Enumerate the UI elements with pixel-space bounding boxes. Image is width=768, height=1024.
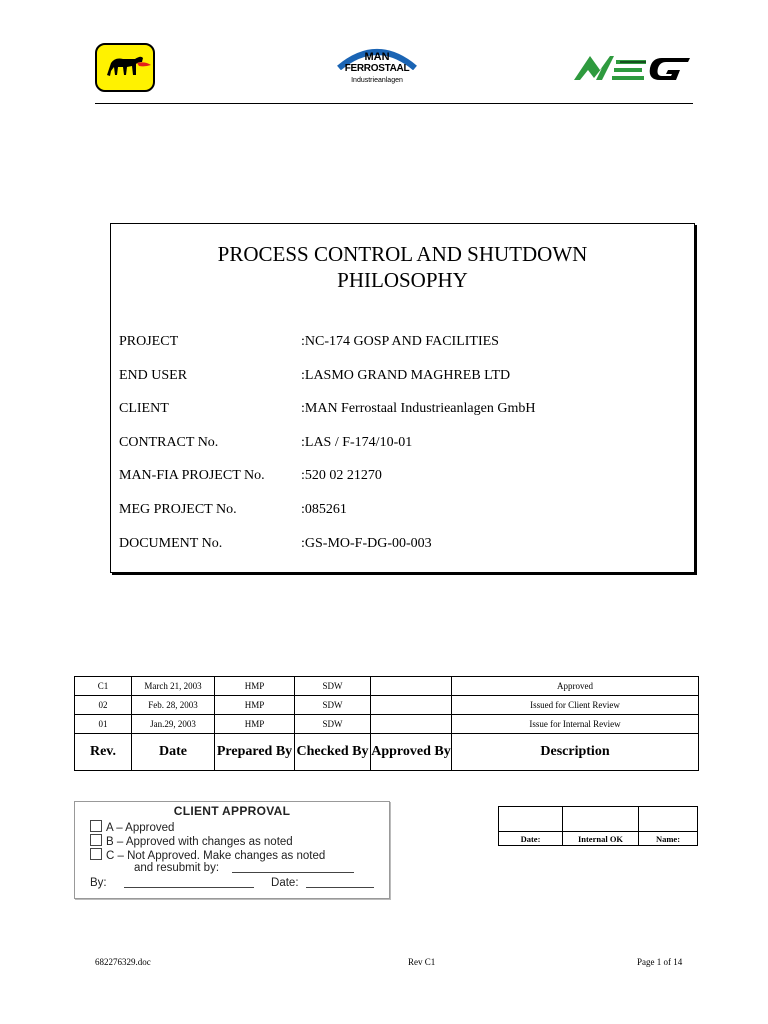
logo-man-line1: MAN bbox=[364, 51, 390, 63]
prepared-cell: HMP bbox=[215, 715, 295, 734]
document-title bbox=[111, 241, 694, 293]
eni-logo bbox=[95, 43, 155, 92]
signoff-blank-row bbox=[499, 807, 698, 832]
rev-cell: C1 bbox=[75, 677, 132, 696]
header-date: Date bbox=[132, 734, 215, 771]
checkbox-a[interactable] bbox=[90, 820, 102, 832]
resubmit-label: and resubmit by: bbox=[134, 862, 220, 874]
meg-icon bbox=[572, 50, 694, 88]
date-label: Date: bbox=[271, 877, 299, 889]
resubmit-date-field[interactable] bbox=[232, 862, 354, 873]
checkbox-b[interactable] bbox=[90, 834, 102, 846]
title-box bbox=[110, 223, 695, 573]
signoff-date-value[interactable] bbox=[499, 807, 563, 832]
approved-cell bbox=[371, 715, 452, 734]
signoff-internal-value[interactable] bbox=[563, 807, 639, 832]
footer-page-number: Page 1 of 14 bbox=[637, 957, 683, 967]
option-b-label: B – Approved with changes as noted bbox=[106, 836, 293, 848]
rev-cell: 01 bbox=[75, 715, 132, 734]
info-value: :085261 bbox=[301, 502, 347, 517]
revision-table bbox=[74, 676, 699, 771]
date-cell: Jan.29, 2003 bbox=[132, 715, 215, 734]
by-field[interactable] bbox=[124, 877, 254, 888]
footer-filename: 682276329.doc bbox=[95, 957, 151, 967]
option-c-label: C – Not Approved. Make changes as noted bbox=[106, 850, 326, 862]
signoff-internal-label: Internal OK bbox=[563, 832, 639, 846]
checked-cell: SDW bbox=[295, 677, 371, 696]
signoff-date-label: Date: bbox=[499, 832, 563, 846]
info-value: :520 02 21270 bbox=[301, 468, 382, 483]
signoff-name-label: Name: bbox=[639, 832, 698, 846]
info-value: :LAS / F-174/10-01 bbox=[301, 435, 413, 450]
footer-revision: Rev C1 bbox=[408, 957, 436, 967]
meg-logo bbox=[572, 50, 694, 88]
option-a bbox=[90, 820, 174, 834]
option-c bbox=[90, 848, 325, 862]
description-cell: Approved bbox=[452, 677, 699, 696]
header-rev: Rev. bbox=[75, 734, 132, 771]
info-label: DOCUMENT No. bbox=[119, 536, 223, 551]
checked-cell: SDW bbox=[295, 715, 371, 734]
table-row bbox=[75, 677, 699, 696]
client-approval-box bbox=[74, 801, 390, 899]
date-cell: Feb. 28, 2003 bbox=[132, 696, 215, 715]
info-label: CONTRACT No. bbox=[119, 435, 219, 450]
rev-cell: 02 bbox=[75, 696, 132, 715]
prepared-cell: HMP bbox=[215, 696, 295, 715]
logo-man-line3: Industrieanlagen bbox=[351, 77, 403, 84]
checked-cell: SDW bbox=[295, 696, 371, 715]
signoff-name-value[interactable] bbox=[639, 807, 698, 832]
man-ferrostaal-logo bbox=[333, 42, 421, 92]
info-label: CLIENT bbox=[119, 401, 169, 416]
info-value: :LASMO GRAND MAGHREB LTD bbox=[301, 368, 511, 383]
info-label: MEG PROJECT No. bbox=[119, 502, 237, 517]
option-a-label: A – Approved bbox=[106, 822, 175, 834]
title-line-2: PHILOSOPHY bbox=[337, 268, 468, 292]
table-row bbox=[75, 715, 699, 734]
info-value: :MAN Ferrostaal Industrieanlagen GmbH bbox=[301, 401, 536, 416]
table-row bbox=[75, 696, 699, 715]
signoff-table bbox=[498, 806, 698, 846]
by-label: By: bbox=[90, 877, 107, 889]
info-label: END USER bbox=[119, 368, 188, 383]
header-approved: Approved By bbox=[371, 734, 452, 771]
info-value: :GS-MO-F-DG-00-003 bbox=[301, 536, 432, 551]
title-line-1: PROCESS CONTROL AND SHUTDOWN bbox=[217, 242, 588, 266]
info-label: PROJECT bbox=[119, 334, 179, 349]
header-description: Description bbox=[452, 734, 699, 771]
signature-row bbox=[90, 877, 374, 889]
date-field[interactable] bbox=[306, 877, 374, 888]
logo-man-line2: FERROSTAAL bbox=[344, 63, 410, 74]
table-header-row bbox=[75, 734, 699, 771]
option-b bbox=[90, 834, 293, 848]
approved-cell bbox=[371, 677, 452, 696]
info-value: :NC-174 GOSP AND FACILITIES bbox=[301, 334, 499, 349]
six-legged-dog-icon bbox=[97, 45, 153, 90]
client-approval-title: CLIENT APPROVAL bbox=[173, 804, 291, 818]
header-checked: Checked By bbox=[295, 734, 371, 771]
header-rule bbox=[95, 103, 693, 104]
signoff-label-row bbox=[499, 832, 698, 846]
info-label: MAN-FIA PROJECT No. bbox=[119, 468, 265, 483]
approved-cell bbox=[371, 696, 452, 715]
date-cell: March 21, 2003 bbox=[132, 677, 215, 696]
description-cell: Issued for Client Review bbox=[452, 696, 699, 715]
prepared-cell: HMP bbox=[215, 677, 295, 696]
checkbox-c[interactable] bbox=[90, 848, 102, 860]
header-prepared: Prepared By bbox=[215, 734, 295, 771]
resubmit-row bbox=[134, 862, 354, 874]
description-cell: Issue for Internal Review bbox=[452, 715, 699, 734]
